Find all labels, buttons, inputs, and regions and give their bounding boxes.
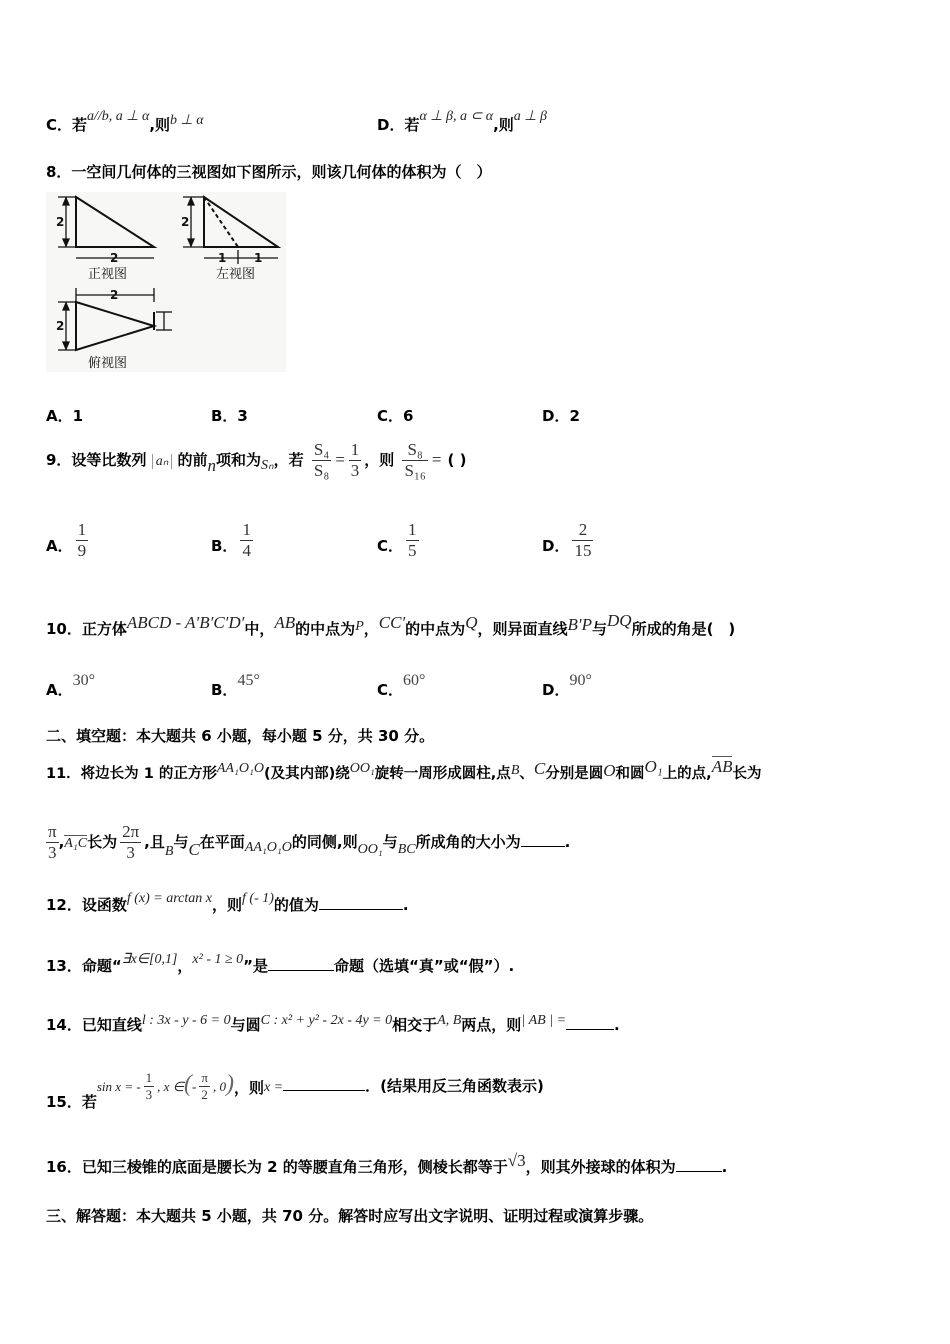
q9-c-den: 5 [408,541,417,560]
q9-sn: Sₙ [261,458,274,473]
q13-answer-blank[interactable] [268,956,334,971]
q11-sq2: AA₁O₁O [244,840,292,855]
q10-pre: 10．正方体 [46,620,127,638]
q9-frac1-den: S₈ [313,461,330,480]
q11-answer-blank[interactable] [521,832,565,847]
q10-c-value: 60° [403,672,426,689]
q9-paren: ( ) [447,451,467,469]
q11-line-2 [46,822,570,863]
q15-frac-num: 1 [145,1070,153,1085]
q9-frac-s8-s16 [402,440,427,481]
q7-d-math: α ⊥ β, a ⊂ α [419,109,494,124]
q16-end: . [721,1158,728,1176]
q11-arc-a1c: A₁C [64,836,88,851]
q9-c-label: C． [377,537,404,555]
q10-t4: 的中点为 [405,620,466,638]
q14-circle: C : x² + y² - 2x - 4y = 0 [260,1013,393,1028]
q10-t1: 中， [244,620,275,638]
q11-line-1 [46,757,762,783]
q7-option-d [377,109,547,135]
q9-d-label: D． [542,537,570,555]
q15-lparen: ( [184,1071,193,1097]
q15-x: x = [263,1080,284,1095]
q14-stem [46,1014,620,1035]
top-view-label: 俯视图 [88,356,128,371]
q7-option-c [46,109,204,135]
q9-mid2: 项和为 [216,451,262,469]
q11-bc: BC [397,842,416,857]
q9-a-num: 1 [77,520,87,539]
q7-c-then: ,则 [149,116,171,134]
q11-2pi-num: 2π [122,822,140,841]
q11-l2g: 与 [382,833,398,851]
q12-pre: 12．设函数 [46,896,127,914]
q13-math2: x² - 1 ≥ 0 [192,952,244,967]
q13-post: 命题（选填“真”或“假”）. [334,957,515,975]
q14-answer-blank[interactable] [566,1015,614,1030]
top-width-label: 2 [110,288,119,302]
q9-n: n [207,456,217,475]
q9-frac3-num: S₈ [402,440,427,461]
q9-tail: = [430,450,443,469]
q10-dq: DQ [607,611,632,630]
q14-mid2: 相交于 [392,1016,438,1034]
q15-pi-den: 2 [201,1087,208,1102]
q11-pi-num: π [48,822,57,841]
q8-option-d: D．2 [542,407,580,425]
q9-eq1: = [334,450,346,469]
q10-option-b [211,669,260,699]
q10-q: Q [465,613,478,632]
q8-option-b: B．3 [211,407,248,425]
q10-cc: CC′ [378,613,406,632]
q15-post: ．(结果用反三角函数表示) [365,1077,544,1095]
q9-pre: 9．设等比数列 [46,451,147,469]
q13-stem [46,952,515,976]
q16-answer-blank[interactable] [676,1157,722,1172]
q15-mid: ，则 [233,1079,264,1097]
q11-end: . [564,833,571,851]
q9-frac2-den: 3 [350,461,360,480]
q16-stem [46,1151,728,1177]
q10-t5: ，则异面直线 [477,620,568,638]
q8-option-a: A．1 [46,407,84,425]
q10-c-label: C． [377,681,404,699]
q14-end: . [614,1016,620,1034]
q9-a-label: A． [46,537,73,555]
q10-t3: ， [363,620,379,638]
q10-option-c [377,669,426,699]
q11-b: B [510,763,520,778]
q9-option-c [377,520,422,561]
three-view-figure [46,192,286,372]
q10-ab: AB [274,613,296,632]
q10-b-label: B． [211,681,238,699]
section-2-heading: 二、填空题：本大题共 6 小题，每小题 5 分，共 30 分。 [46,727,435,745]
front-width-label: 2 [110,251,119,265]
q11-2pi-den: 3 [126,843,135,862]
q15-stem [46,1070,544,1111]
q7-c-math: a//b, a ⊥ α [87,109,150,124]
q11-l1d: 、 [519,766,534,782]
q10-stem [46,611,736,639]
q11-b2: B [164,844,174,859]
q11-l1a: 11．将边长为 1 的正方形 [46,766,217,782]
q12-answer-blank[interactable] [319,895,403,910]
q8-option-c: C．6 [377,407,414,425]
q9-mid3: ，若 [273,451,304,469]
q11-l1b: (及其内部)绕 [263,766,350,782]
q11-l2e: 在平面 [199,833,245,851]
q12-func: f (x) = arctan x [126,891,212,906]
q9-frac-one-third [349,440,362,481]
q11-l2d: 与 [173,833,189,851]
q9-stem [46,440,466,481]
q10-a-label: A． [46,681,73,699]
q9-frac3-den: S₁₆ [404,461,426,480]
q11-pi-den: 3 [48,843,57,862]
q15-math3: , 0 [212,1079,226,1094]
q7-c-label: C．若 [46,116,88,134]
q10-t2: 的中点为 [295,620,356,638]
q16-post: ，则其外接球的体积为 [525,1158,676,1176]
q9-b-label: B． [211,537,238,555]
q9-frac2-num: 1 [350,440,360,459]
q7-c-result: b ⊥ α [170,113,204,128]
q11-l2a: , [58,833,65,851]
q11-o: O [603,761,616,780]
q14-line: l : 3x - y - 6 = 0 [141,1013,231,1028]
q10-b-value: 45° [237,672,260,689]
q9-b-den: 4 [242,541,251,560]
q11-l2f: 的同侧,则 [291,833,358,851]
side-width-label-right: 1 [254,251,263,265]
q9-seq: aₙ [152,454,173,469]
q10-t7: 所成的角是( ) [631,620,736,638]
q9-d-den: 15 [574,541,592,560]
q7-d-result: a ⊥ β [513,109,547,124]
q11-l2h: 所成角的大小为 [415,833,521,851]
q11-arc-ab: AB [711,757,733,776]
q7-d-label: D．若 [377,116,420,134]
q9-c-num: 1 [408,520,417,539]
q13-mid: ”是 [243,957,269,975]
section-3-heading: 三、解答题：本大题共 5 小题，共 70 分。解答时应写出文字说明、证明过程或演算步骤。 [46,1207,654,1225]
q10-option-a [46,669,96,699]
q14-mid1: 与圆 [230,1016,261,1034]
q13-math1: ∃x∈[0,1] [121,952,178,967]
q11-c: C [533,759,546,778]
q14-abs: | AB | = [521,1013,567,1028]
q14-ab: A, B [437,1013,462,1028]
q11-oo1: OO₁ [357,842,383,857]
q9-mid4: ，则 [364,451,395,469]
side-width-label-left: 1 [218,251,227,265]
q8-stem: 8．一空间几何体的三视图如下图所示，则该几何体的体积为（ ） [46,163,492,181]
q16-sqrt3: √3 [507,1151,526,1170]
q14-pre: 14．已知直线 [46,1016,142,1034]
q10-option-d [542,669,592,699]
q9-d-num: 2 [572,520,593,541]
top-height-label: 2 [56,319,65,333]
q11-l1e: 分别是圆 [545,766,604,782]
q15-math1: sin x = - [96,1079,141,1094]
q9-option-b [211,520,256,561]
q12-end: . [402,896,409,914]
q9-a-den: 9 [77,541,87,560]
q10-p: P [355,619,364,634]
side-height-label: 2 [181,215,190,229]
q16-pre: 16．已知三棱锥的底面是腰长为 2 的等腰直角三角形，侧棱长都等于 [46,1158,508,1176]
q12-post: 的值为 [273,896,319,914]
q11-l1h: 长为 [732,766,762,782]
q10-a-value: 30° [72,672,96,689]
q9-frac1-num: S₄ [313,440,330,459]
q11-l1f: 和圆 [615,766,645,782]
q9-frac-s4-s8 [312,440,331,481]
q10-t6: 与 [591,620,607,638]
q12-mid: ，则 [212,896,243,914]
q10-cube: ABCD - A′B′C′D′ [126,613,245,632]
q7-d-then: ,则 [493,116,514,134]
q15-math2: , x ∈ [157,1079,185,1094]
q10-d-label: D． [542,681,570,699]
q15-pre: 15．若 [46,1093,97,1111]
q15-neg: - [192,1079,197,1094]
q13-pre: 13．命题“ [46,957,122,975]
front-height-label: 2 [56,215,65,229]
q14-mid3: 两点，则 [461,1016,522,1034]
q11-l2c: ,且 [144,833,165,851]
q10-d-value: 90° [569,672,592,689]
q11-sq: AA₁O₁O [216,761,264,776]
q9-option-a [46,520,91,561]
q12-func-value: f (- 1) [242,891,274,906]
side-view-label: 左视图 [216,267,256,282]
q11-l2b: 长为 [87,833,118,851]
q12-stem [46,891,409,915]
q11-c2: C [188,840,200,859]
q9-b-num: 1 [242,520,251,539]
q11-l1c: 旋转一周形成圆柱,点 [374,766,511,782]
figure-background [46,192,286,372]
q9-mid1: 的前 [177,451,208,469]
q15-rparen: ) [225,1071,234,1097]
q15-answer-blank[interactable] [283,1076,365,1091]
q11-axis: OO₁ [349,761,375,776]
q15-pi-num: π [201,1070,208,1085]
q10-bp: B′P [567,615,592,634]
q11-o1: O₁ [644,757,663,776]
q11-l1g: 上的点, [662,766,712,782]
q13-comma: ， [177,957,193,975]
front-view-label: 正视图 [88,267,128,282]
q9-option-d [542,520,596,561]
q15-frac-den: 3 [145,1087,153,1102]
